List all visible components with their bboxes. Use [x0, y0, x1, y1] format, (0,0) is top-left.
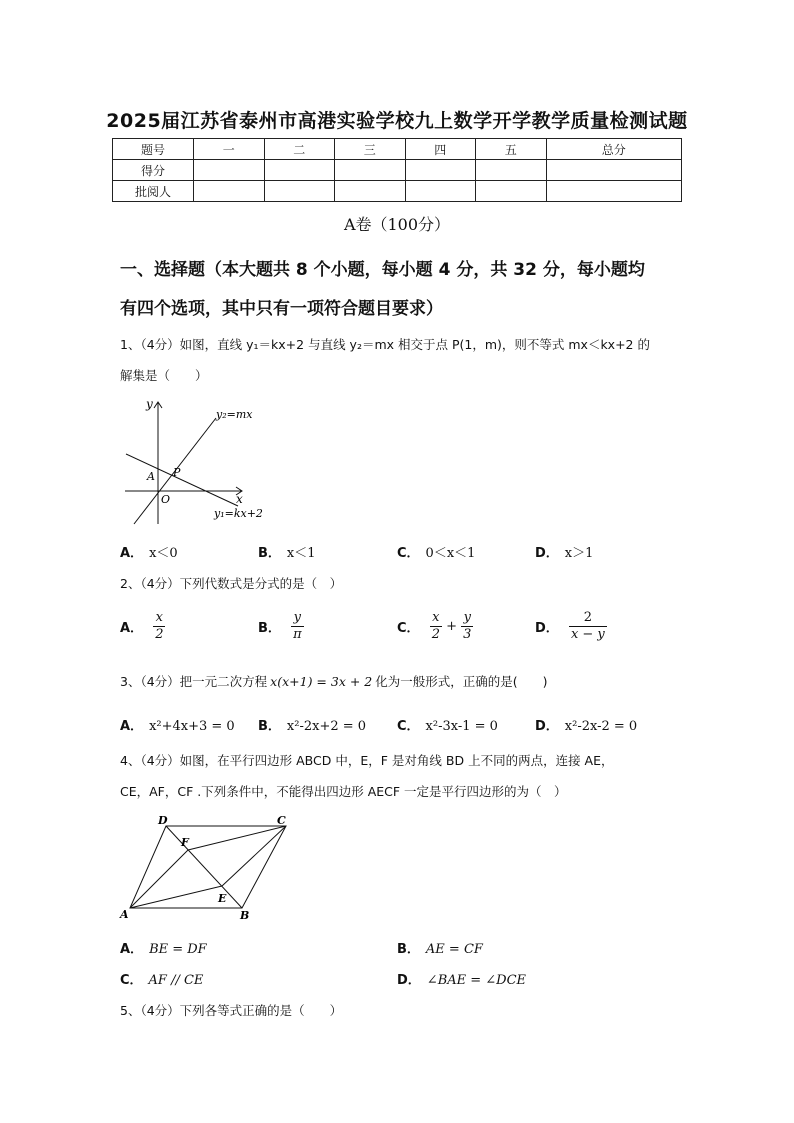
fraction: $\frac{2}{x - y}$	[570, 610, 605, 642]
line-y1-label: y₁=kx+2	[214, 507, 263, 520]
score-cell[interactable]	[546, 160, 682, 181]
q2-option-c[interactable]: C． $\frac{x}{2}$ + $\frac{y}{3}$	[397, 610, 472, 642]
score-cell[interactable]	[405, 160, 476, 181]
q2-option-d[interactable]: D． $\frac{2}{x - y}$	[535, 610, 605, 642]
fraction: $\frac{x}{2}$	[155, 610, 164, 642]
line-y2-label: y₂=mx	[216, 408, 253, 421]
score-cell[interactable]	[194, 181, 265, 202]
q1-option-d[interactable]: D． x＞1	[535, 546, 594, 561]
point-e-label: E	[218, 892, 227, 905]
q3-option-a[interactable]: A． x²+4x+3 = 0	[120, 719, 235, 734]
q3-option-b[interactable]: B． x²-2x+2 = 0	[258, 719, 367, 734]
score-header-cell: 题号	[113, 139, 194, 160]
part1-heading-line2: 有四个选项，其中只有一项符合题目要求）	[120, 299, 443, 319]
score-header-cell: 二	[264, 139, 335, 160]
fraction: $\frac{y}{\pi}$	[293, 610, 302, 642]
q4-option-c[interactable]: C． AF // CE	[120, 973, 204, 988]
score-cell[interactable]	[476, 160, 547, 181]
parallelogram-abcd	[130, 826, 286, 908]
q4-option-b[interactable]: B． AE = CF	[397, 942, 483, 957]
score-cell[interactable]	[405, 181, 476, 202]
score-header-cell: 总分	[546, 139, 682, 160]
q2-stem: 2、（4分）下列代数式是分式的是（ ）	[120, 576, 343, 591]
part1-heading-line1: 一、选择题（本大题共 8 个小题，每小题 4 分，共 32 分，每小题均	[120, 260, 645, 280]
score-header-cell: 五	[476, 139, 547, 160]
score-cell[interactable]	[476, 181, 547, 202]
q4-option-a[interactable]: A． BE = DF	[120, 942, 207, 957]
origin-label: O	[161, 493, 171, 506]
score-cell[interactable]	[335, 160, 406, 181]
q3-option-d[interactable]: D． x²-2x-2 = 0	[535, 719, 638, 734]
fraction: $\frac{x}{2}$	[431, 610, 440, 642]
y-axis-label: y	[146, 397, 153, 411]
point-f-label: F	[181, 836, 189, 849]
q3-option-c[interactable]: C． x²-3x-1 = 0	[397, 719, 498, 734]
score-row-label: 得分	[113, 160, 194, 181]
page-title: 2025届江苏省泰州市高港实验学校九上数学开学教学质量检测试题	[106, 110, 688, 132]
q1-stem-line2: 解集是（ ）	[120, 368, 208, 383]
score-cell[interactable]	[194, 160, 265, 181]
q5-stem: 5、（4分）下列各等式正确的是（ ）	[120, 1003, 343, 1018]
score-table-row	[113, 160, 682, 181]
score-table	[112, 138, 682, 202]
q1-figure	[120, 394, 270, 526]
q1-option-b[interactable]: B． x＜1	[258, 546, 316, 561]
segment-af	[130, 850, 188, 908]
score-cell[interactable]	[335, 181, 406, 202]
score-row-label: 批阅人	[113, 181, 194, 202]
q1-stem-line1: 1、（4分）如图，直线 y₁＝kx+2 与直线 y₂＝mx 相交于点 P(1，m)，则不等式 mx＜kx+2 的	[120, 337, 650, 352]
score-cell[interactable]	[546, 181, 682, 202]
segment-ce	[222, 826, 286, 886]
q4-parallelogram-figure	[118, 812, 302, 924]
vertex-c-label: C	[277, 814, 286, 827]
section-a-heading: A卷（100分）	[343, 215, 451, 234]
point-a-label: A	[147, 470, 155, 483]
q4-stem-line2: CE，AF，CF .下列条件中，不能得出四边形 AECF 一定是平行四边形的为（ ）	[120, 784, 567, 799]
score-header-cell: 三	[335, 139, 406, 160]
score-header-cell: 一	[194, 139, 265, 160]
q1-option-a[interactable]: A． x＜0	[120, 546, 178, 561]
q4-stem-line1: 4、（4分）如图，在平行四边形 ABCD 中，E，F 是对角线 BD 上不同的两点，连接 AE，	[120, 753, 614, 768]
x-axis-label: x	[236, 492, 243, 506]
segment-cf	[188, 826, 286, 850]
fraction: $\frac{y}{3}$	[463, 610, 472, 642]
point-p-label: P	[173, 466, 181, 479]
vertex-a-label: A	[120, 908, 129, 921]
q1-option-c[interactable]: C． 0＜x＜1	[397, 546, 476, 561]
score-table-header-row	[113, 139, 682, 160]
score-cell[interactable]	[264, 181, 335, 202]
score-table-row	[113, 181, 682, 202]
score-cell[interactable]	[264, 160, 335, 181]
q4-option-d[interactable]: D． ∠BAE = ∠DCE	[397, 973, 527, 988]
diagonal-bd	[166, 826, 242, 908]
q2-option-b[interactable]: B． $\frac{y}{\pi}$	[258, 610, 302, 642]
score-header-cell: 四	[405, 139, 476, 160]
vertex-d-label: D	[158, 814, 168, 827]
q2-option-a[interactable]: A． $\frac{x}{2}$	[120, 610, 164, 642]
q3-stem: 3、（4分）把一元二次方程 x(x+1) = 3x + 2 化为一般形式，正确的是( )	[120, 674, 548, 689]
vertex-b-label: B	[240, 909, 250, 922]
segment-ae	[130, 886, 222, 908]
